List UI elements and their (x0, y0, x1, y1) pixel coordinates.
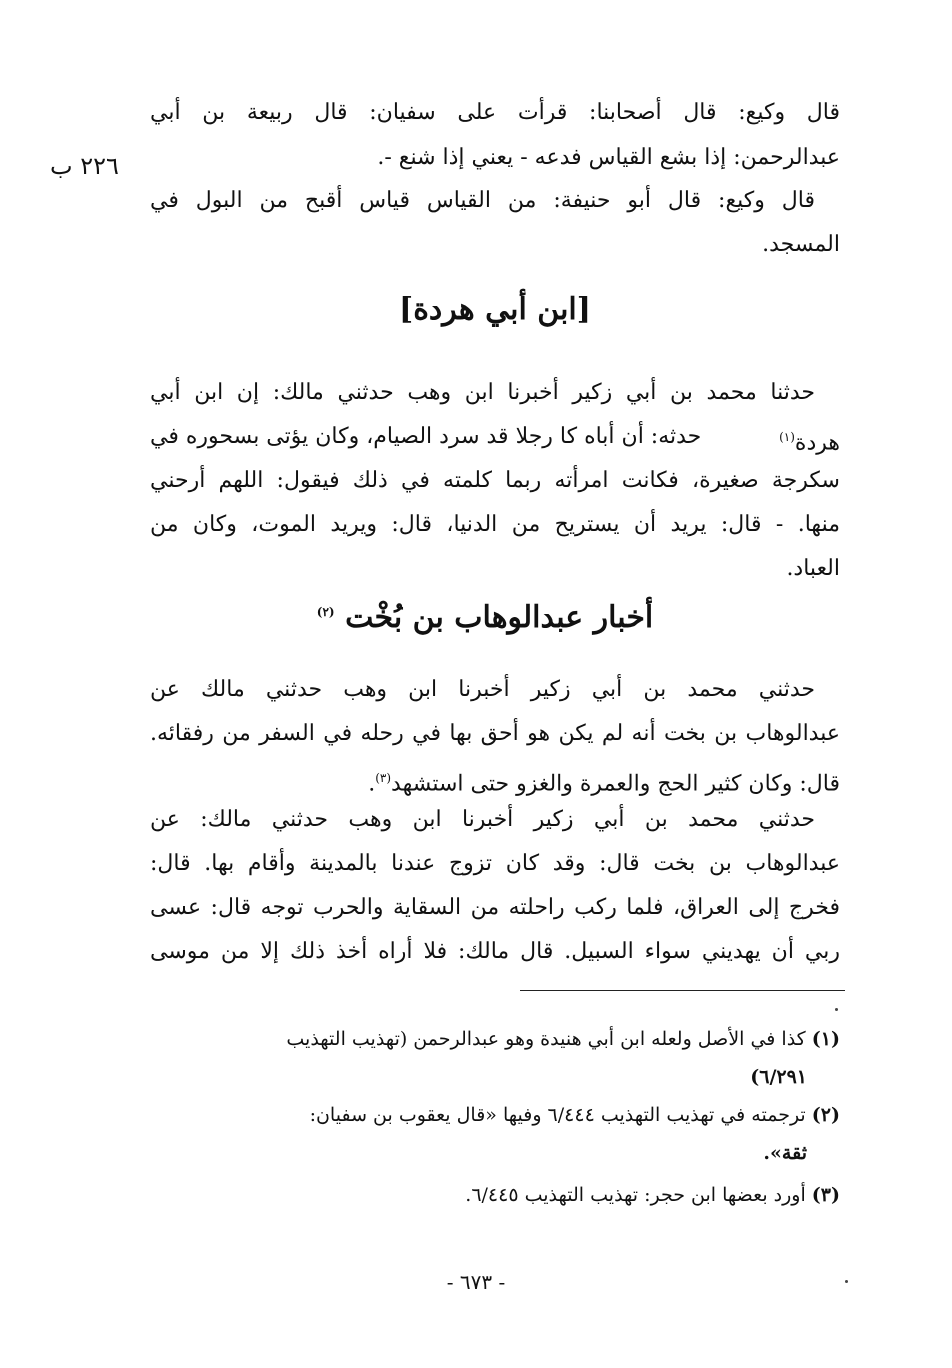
page-number: - ٦٧٣ - (446, 1270, 506, 1294)
footnote: (٣) أورد بعضها ابن حجر: تهذيب التهذيب ٦/٤٤٥. (465, 1184, 840, 1206)
text-line: المسجد. (762, 232, 840, 257)
text-line: ربي أن يهديني سواء السبيل. قال مالك: فلا أراه أخذ ذلك إلا من موسى (150, 939, 840, 964)
footnote-ref: (٣) (375, 771, 392, 785)
section-heading: أخبار عبدالوهاب بن بُخْت $^{(٢)}$ (316, 600, 654, 635)
scan-speck (845, 1280, 848, 1283)
text-line: قال: وكان كثير الحج والعمرة والغزو حتى استشهد$^{(٣)}$. (368, 771, 840, 797)
footnote-continuation: ثقة». (763, 1142, 807, 1164)
text-fragment: هردة$^{(١)}$ (779, 430, 840, 456)
text-line: عبدالرحمن: إذا بشع القياس فدعه - يعني إذا شنع -. (377, 145, 840, 170)
text-line (150, 422, 840, 458)
footnote-number: (٣) (811, 1184, 840, 1206)
footnote-ref: (١) (779, 430, 795, 444)
footnote: (١) كذا في الأصل ولعله ابن أبي هنيدة وهو عبدالرحمن (تهذيب التهذيب (286, 1028, 840, 1050)
section-heading: [ابن أبي هردة] (399, 292, 591, 327)
text-line: حدثني محمد بن أبي زكير أخبرنا ابن وهب حدثني مالك عن (150, 677, 815, 702)
text-line: العباد. (786, 556, 840, 581)
footnote-number: (١) (811, 1028, 840, 1050)
footnote-continuation: ٦/٢٩١) (750, 1066, 807, 1088)
text-line: سكرجة صغيرة، فكانت امرأته ربما كلمته في ذلك فيقول: اللهم أرحني (150, 468, 840, 493)
text-line: قال وكيع: قال أصحابنا: قرأت على سفيان: قال ربيعة بن أبي (150, 100, 840, 125)
footnote: (٢) ترجمته في تهذيب التهذيب ٦/٤٤٤ وفيها «قال يعقوب بن سفيان: (309, 1104, 840, 1126)
text-line: فخرج إلى العراق، فلما ركب راحلته من السقاية والحرب توجه قال: عسى (150, 895, 840, 920)
text-line: عبدالوهاب بن بخت قال: وقد كان تزوج عندنا بالمدينة وأقام بها. قال: (150, 851, 840, 876)
scan-speck (835, 1008, 838, 1011)
footnote-number: (٢) (811, 1104, 840, 1126)
text-line: حدثني محمد بن أبي زكير أخبرنا ابن وهب حدثني مالك: عن (150, 807, 815, 832)
text-line: قال وكيع: قال أبو حنيفة: من القياس قياس أقبح من البول في (150, 188, 815, 213)
text-fragment: حدثه: أن أباه كا رجلا قد سرد الصيام، وكان يؤتى بسحوره في (150, 424, 702, 449)
footnote-separator (520, 990, 845, 991)
text-line: عبدالوهاب بن بخت أنه لم يكن هو أحق بها في رحله في السفر من رفقائه. (150, 721, 840, 746)
text-line: حدثنا محمد بن أبي زكير أخبرنا ابن وهب حدثني مالك: إن ابن أبي (150, 380, 815, 405)
text-line: منها. - قال: يريد أن يستريح من الدنيا، قال: ويريد الموت، وكان من (150, 512, 840, 537)
footnote-ref: (٢) (316, 605, 335, 619)
margin-folio-note: ٢٢٦ ب (50, 152, 119, 180)
